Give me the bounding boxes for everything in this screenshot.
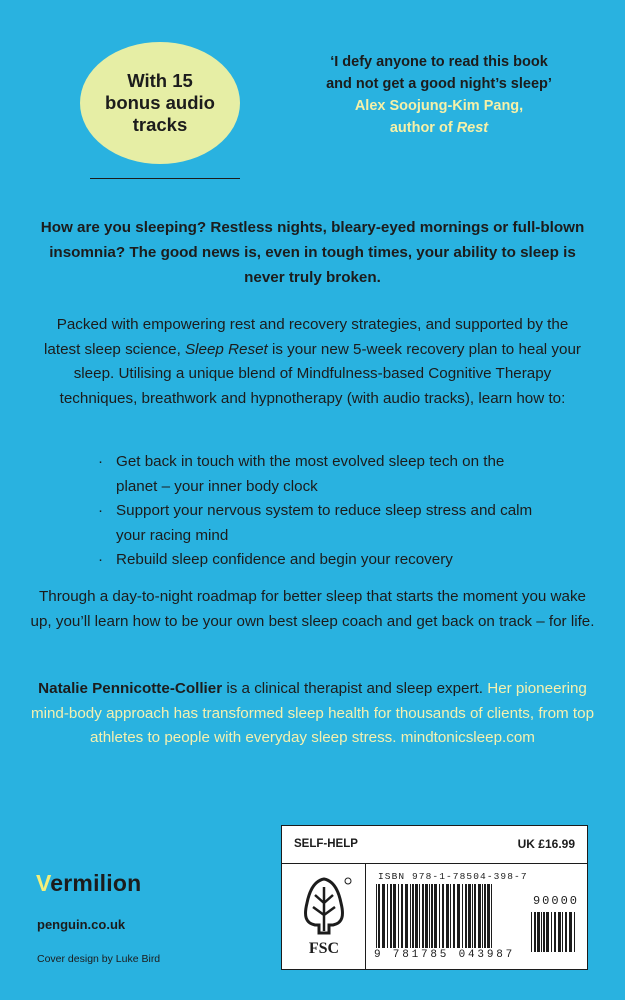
barcode-icon: [374, 884, 494, 948]
logo-v-glyph: V: [36, 870, 51, 896]
barcode-bar: [390, 884, 392, 948]
barcode-bar: [487, 884, 490, 948]
barcode-bar: [565, 912, 567, 952]
barcode-bar: [446, 884, 449, 948]
barcode-bar: [491, 884, 492, 948]
barcode-bar: [484, 884, 486, 948]
barcode-bar: [474, 884, 476, 948]
cover-credit: Cover design by Luke Bird: [37, 953, 161, 965]
quote-author-role: [318, 117, 560, 139]
barcode-bar: [546, 912, 549, 952]
barcode-bar: [543, 912, 545, 952]
barcode-bar: [453, 884, 455, 948]
bullet-list: [98, 450, 538, 573]
barcode-box: [281, 825, 588, 970]
author-bio: [30, 677, 595, 751]
quote-author: Alex Soojung-Kim Pang,: [354, 98, 524, 114]
barcode-bar: [531, 912, 532, 952]
bullet-text: Rebuild sleep confidence and begin your recovery: [116, 551, 453, 569]
bio-first-sentence: is a clinical therapist and sleep expert.: [222, 680, 483, 697]
price-label: UK £16.99: [517, 837, 575, 851]
author-name: Natalie Pennicotte-Collier: [38, 680, 223, 697]
barcode-bar: [569, 912, 572, 952]
fsc-tree-icon: [293, 873, 355, 959]
badge-text: With 15 bonus audio tracks: [105, 70, 215, 135]
barcode-bar: [534, 912, 536, 952]
ean-digits: 9 781785 043987: [374, 949, 516, 961]
barcode-bar: [419, 884, 420, 948]
barcode-bar: [574, 912, 575, 952]
bio-remainder: Her pioneering mind-body approach has transformed sleep health for thousands of clients, from top athletes to people with everyday sleep stress. mindtonicsleep.com: [30, 680, 595, 747]
book-title-inline: Sleep Reset: [185, 340, 268, 358]
barcode-bar: [415, 884, 418, 948]
barcode-bar: [412, 884, 414, 948]
barcode-bar: [442, 884, 444, 948]
bullet-marker: ·: [98, 502, 104, 520]
endorsement-quote: [318, 51, 560, 139]
barcode-bar: [450, 884, 451, 948]
list-item: [98, 548, 538, 573]
bullet-text: Support your nervous system to reduce sleep stress and calm your racing mind: [116, 502, 533, 544]
barcode-bar: [378, 884, 380, 948]
quote-role-prefix: author of: [389, 120, 457, 136]
bullet-marker: ·: [98, 453, 104, 470]
barcode-bar: [472, 884, 473, 948]
barcode-bar: [431, 884, 433, 948]
description-before: Packed with empowering rest and recovery strategies, and supported by the latest sleep science,: [44, 316, 569, 358]
barcode-bar: [465, 884, 467, 948]
publisher-website: penguin.co.uk: [37, 917, 126, 932]
barcode-bar: [551, 912, 552, 952]
barcode-bar: [376, 884, 377, 948]
bonus-tracks-badge: [80, 42, 240, 164]
barcode-bar: [422, 884, 424, 948]
category-label: SELF-HELP: [294, 838, 358, 850]
roadmap-paragraph: Through a day-to-night roadmap for better sleep that starts the moment you wake up, you’ll learn how to be your own best sleep coach and get back on track – for life.: [30, 588, 595, 630]
publisher-logo: [36, 870, 141, 897]
barcode-bar: [410, 884, 411, 948]
logo-wordmark: ermilion: [50, 870, 142, 896]
barcode-bar: [478, 884, 481, 948]
fsc-label: FSC: [308, 940, 339, 957]
description-paragraph: [38, 313, 587, 411]
barcode-bar: [425, 884, 428, 948]
description-after: is your new 5-week recovery plan to heal your sleep. Utilising a unique blend of Mindfulness-based Cognitive Therapy techniques, breathwork and hypnotherapy (with audio tracks), learn how to:: [59, 340, 581, 407]
fsc-logo-cell: [282, 863, 366, 969]
barcode-bar: [541, 912, 542, 952]
barcode-bar: [429, 884, 430, 948]
barcode-bar: [562, 912, 563, 952]
barcode-bar: [554, 912, 556, 952]
isbn-text: ISBN 978-1-78504-398-7: [378, 871, 528, 882]
barcode-bar: [382, 884, 385, 948]
barcode-bar: [482, 884, 483, 948]
list-item: [98, 499, 538, 548]
barcode-bar: [457, 884, 460, 948]
barcode-box-header: [282, 826, 587, 864]
bullet-text: Get back in touch with the most evolved sleep tech on the planet – your inner body clock: [116, 453, 505, 495]
bullet-marker: ·: [98, 551, 104, 569]
barcode-bar: [462, 884, 463, 948]
barcode-bar: [398, 884, 399, 948]
price-addon-code: 90000: [532, 894, 579, 908]
divider: [90, 178, 240, 179]
barcode-bar: [439, 884, 440, 948]
barcode-bar: [405, 884, 408, 948]
quote-role-title: Rest: [456, 120, 489, 136]
barcode-bar: [558, 912, 561, 952]
blurb-lead: How are you sleeping? Restless nights, bleary-eyed mornings or full-blown insomnia? The good news is, even in tough times, your ability to sleep is never truly broken.: [40, 219, 585, 286]
addon-barcode-icon: [529, 912, 579, 952]
barcode-bar: [387, 884, 388, 948]
barcode-bar: [393, 884, 396, 948]
barcode-bar: [468, 884, 471, 948]
list-item: [98, 450, 538, 499]
quote-text: ‘I defy anyone to read this book and not get a good night’s sleep’: [326, 54, 552, 92]
barcode-bar: [434, 884, 437, 948]
barcode-bar: [537, 912, 540, 952]
barcode-bar: [401, 884, 403, 948]
